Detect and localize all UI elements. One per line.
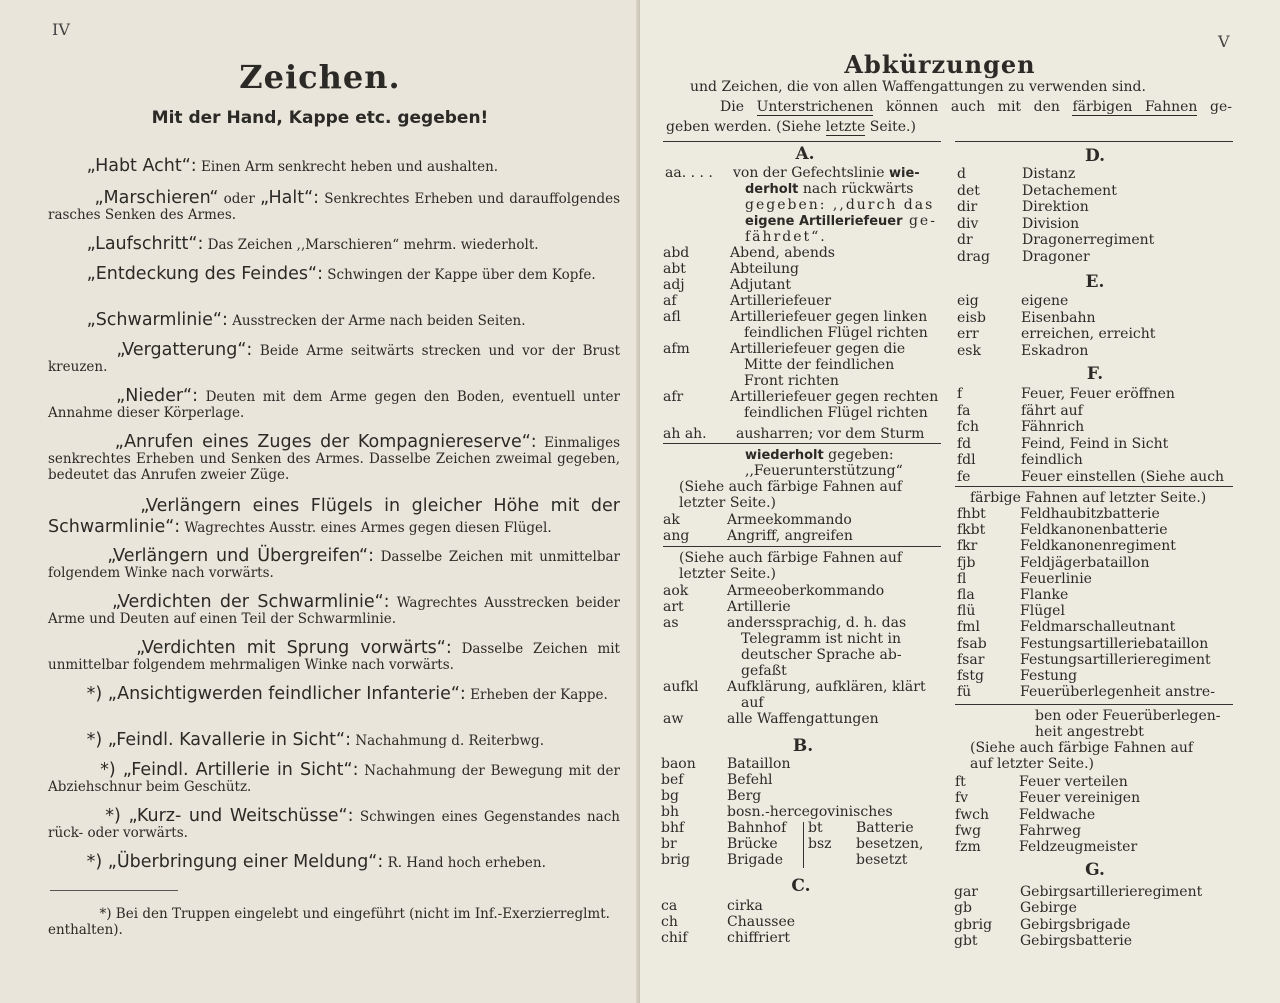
definition: Flügel xyxy=(1020,603,1065,619)
footnote-rule xyxy=(50,890,178,891)
definition: besetzt xyxy=(856,852,908,868)
signal-head: „Marschieren“ xyxy=(94,188,219,208)
signal-entry xyxy=(48,342,620,375)
rule xyxy=(955,486,1233,487)
abbr: bt xyxy=(808,820,823,836)
abbr: fsab xyxy=(957,636,987,652)
abbr: fsar xyxy=(957,652,985,668)
definition: Division xyxy=(1022,216,1080,232)
definition xyxy=(733,165,920,182)
page-title-zeichen: Zeichen. xyxy=(239,58,401,96)
abbr: bg xyxy=(661,788,679,804)
rule xyxy=(955,704,1233,705)
abbr: bef xyxy=(661,772,684,788)
definition: ausharren; vor dem Sturm xyxy=(736,426,925,442)
abbr: chif xyxy=(661,930,688,946)
signal-body: Senkrechtes Erheben und darauffolgendes rasches Senken des Armes. xyxy=(48,191,621,223)
definition: erreichen, erreicht xyxy=(1021,326,1156,342)
definition-text: ge- xyxy=(902,213,937,229)
abbr: fd xyxy=(957,436,972,452)
abbr: fzm xyxy=(955,839,981,855)
abbr: fdl xyxy=(957,452,976,468)
definition: chiffriert xyxy=(727,930,791,946)
abbr: det xyxy=(957,183,980,199)
abbr: fa xyxy=(957,403,971,419)
page-number-right: V xyxy=(1218,32,1230,51)
abbr: aa. . . . xyxy=(665,165,713,181)
definition: Gebirgsartillerieregiment xyxy=(1020,884,1203,900)
definition: Feuer, Feuer eröffnen xyxy=(1021,386,1175,402)
abbr: dr xyxy=(957,232,973,248)
definition xyxy=(745,447,894,464)
definition: Dragonerregiment xyxy=(1022,232,1155,248)
definition: Detachement xyxy=(1022,183,1117,199)
definition: Feldkanonenbatterie xyxy=(1020,522,1168,538)
signal-body: Deuten mit dem Arme gegen den Boden, eventuell unter Annahme dieser Körperlage. xyxy=(48,389,620,421)
definition: (Siehe auch färbige Fahnen auf xyxy=(970,740,1194,756)
signal-entry xyxy=(48,496,620,538)
intro-underlined: letzte xyxy=(825,119,866,135)
definition: Eskadron xyxy=(1021,343,1089,359)
definition: fährdet“. xyxy=(745,229,827,245)
definition: Festung xyxy=(1020,668,1078,684)
definition-text: nach rückwärts xyxy=(798,181,914,197)
abbr: fü xyxy=(957,684,972,700)
signal-body: Schwingen der Kappe über dem Kopfe. xyxy=(327,267,596,283)
signal-entry xyxy=(48,640,620,673)
abbr: f xyxy=(957,386,963,402)
signal-head: „Habt Acht“: xyxy=(86,156,197,176)
definition: feindlich xyxy=(1021,452,1083,468)
abbr: ch xyxy=(661,914,678,930)
abbr: afr xyxy=(663,389,684,405)
definition: Feldjägerbataillon xyxy=(1020,555,1150,571)
definition-bold: wie- xyxy=(888,166,920,181)
footnote xyxy=(48,906,620,938)
signal-head: *) „Feindl. Kavallerie in Sicht“: xyxy=(86,730,352,750)
signal-entry xyxy=(48,158,620,175)
signal-entry xyxy=(48,236,620,253)
signal-body: Beide Arme seitwärts strecken und vor der Brust kreuzen. xyxy=(48,343,620,375)
rule xyxy=(663,141,941,142)
signal-head: „Nieder“: xyxy=(116,386,198,406)
definition-bold: derholt xyxy=(745,182,799,197)
definition: Armeeoberkommando xyxy=(727,583,885,599)
letter-heading-f: F. xyxy=(1086,364,1104,384)
signal-head: „Verlängern und Übergreifen“: xyxy=(107,546,375,566)
definition: Fahrweg xyxy=(1019,823,1082,839)
signal-entry xyxy=(48,732,620,749)
signal-head: *) „Überbringung einer Meldung“: xyxy=(86,852,384,872)
abbr: fe xyxy=(957,469,971,485)
definition: Gebirge xyxy=(1020,900,1077,916)
definition: Abteilung xyxy=(730,261,799,277)
abbr: fml xyxy=(957,619,980,635)
intro-line-1: und Zeichen, die von allen Waffengattungen zu verwenden sind. xyxy=(690,79,1146,95)
signal-body: Wagrechtes Ausstr. eines Armes gegen diesen Flügel. xyxy=(184,520,552,536)
intro-underlined: färbigen Fahnen xyxy=(1072,99,1198,115)
definition: Flanke xyxy=(1020,587,1069,603)
definition: Angriff, angreifen xyxy=(727,528,853,544)
definition: Artilleriefeuer xyxy=(730,293,832,309)
definition xyxy=(745,181,913,198)
intro-text: Seite.) xyxy=(865,119,916,135)
abbr: gbt xyxy=(954,933,978,949)
definition: Artilleriefeuer gegen die xyxy=(730,341,906,357)
definition: auf xyxy=(741,695,764,711)
signal-head: „Verdichten der Schwarmlinie“: xyxy=(112,592,390,612)
definition: letzter Seite.) xyxy=(679,566,776,582)
abbr: aok xyxy=(663,583,689,599)
rule xyxy=(663,546,941,547)
definition: Feldhaubitzbatterie xyxy=(1020,506,1160,522)
abbr: abd xyxy=(663,245,690,261)
definition-text: gegeben: xyxy=(823,447,894,463)
signal-entry xyxy=(48,808,620,841)
abbr: esk xyxy=(957,343,981,359)
abbr: fstg xyxy=(957,668,984,684)
abbr: abt xyxy=(663,261,686,277)
definition: besetzen, xyxy=(856,836,924,852)
abbr: afl xyxy=(663,309,681,325)
abbr: bh xyxy=(661,804,679,820)
definition: färbige Fahnen auf letzter Seite.) xyxy=(970,490,1207,506)
definition: deutscher Sprache ab- xyxy=(741,647,902,663)
definition: Dragoner xyxy=(1022,249,1090,265)
definition: Feuer einstellen (Siehe auch xyxy=(1021,469,1225,485)
abbr: fv xyxy=(955,790,969,806)
abbr: ah ah. xyxy=(663,426,707,442)
definition: Front richten xyxy=(744,373,839,389)
page-subtitle: Mit der Hand, Kappe etc. gegeben! xyxy=(151,108,489,128)
abbr: fwg xyxy=(955,823,982,839)
letter-heading-c: C. xyxy=(791,876,811,896)
definition: Feuerlinie xyxy=(1020,571,1092,587)
signal-head: „Schwarmlinie“: xyxy=(86,310,228,330)
definition-bold: eigene Artilleriefeuer xyxy=(745,214,903,229)
abbr: fwch xyxy=(955,807,990,823)
signal-body: Ausstrecken der Arme nach beiden Seiten. xyxy=(232,313,526,329)
signal-entry xyxy=(48,548,620,581)
signal-head: „Vergatterung“: xyxy=(116,340,253,360)
page-number-left: IV xyxy=(52,20,70,39)
signal-body: Schwingen eines Gegenstandes nach rück- oder vorwärts. xyxy=(48,809,620,841)
abbr: aw xyxy=(663,711,684,727)
definition: bosn.-hercegovinisches xyxy=(727,804,893,820)
definition: Befehl xyxy=(727,772,773,788)
abbr: gb xyxy=(954,900,972,916)
signal-mid: oder xyxy=(223,191,255,207)
intro-text: ge- xyxy=(1197,99,1232,115)
abbr: eig xyxy=(957,293,979,309)
definition: Brücke xyxy=(727,836,778,852)
definition: alle Waffengattungen xyxy=(727,711,879,727)
signal-head: „Laufschritt“: xyxy=(86,234,204,254)
signal-body: Nachahmung d. Reiterbwg. xyxy=(355,733,544,749)
definition: Direktion xyxy=(1022,199,1089,215)
signal-head: *) „Kurz- und Weitschüsse“: xyxy=(105,806,354,826)
abbr: art xyxy=(663,599,684,615)
definition: Brigade xyxy=(727,852,784,868)
definition: Feldzeugmeister xyxy=(1019,839,1138,855)
abbr: div xyxy=(957,216,979,232)
definition: ben oder Feuerüberlegen- xyxy=(1035,708,1221,724)
abbr: aufkl xyxy=(663,679,699,695)
signal-body: Einen Arm senkrecht heben und aushalten. xyxy=(200,159,499,175)
definition: Artilleriefeuer gegen linken xyxy=(730,309,928,325)
definition: fährt auf xyxy=(1021,403,1083,419)
signal-head: „Entdeckung des Feindes“: xyxy=(86,264,323,284)
letter-heading-d: D. xyxy=(1084,146,1106,166)
definition: Chaussee xyxy=(727,914,796,930)
abbr: fhbt xyxy=(957,506,986,522)
abbr: afm xyxy=(663,341,690,357)
abbr: bhf xyxy=(661,820,685,836)
signal-entry xyxy=(48,312,620,329)
footnote-text: *) Bei den Truppen eingelebt und eingeführt (nicht im Inf.-Exerzierreglmt. enthalten). xyxy=(48,906,610,938)
definition: heit angestrebt xyxy=(1035,724,1144,740)
definition: Batterie xyxy=(856,820,914,836)
definition: Feuer vereinigen xyxy=(1019,790,1141,806)
abbr: ft xyxy=(955,774,966,790)
definition: Adjutant xyxy=(730,277,792,293)
intro-text: geben werden. (Siehe xyxy=(666,119,826,135)
signal-body: Das Zeichen ,,Marschieren“ mehrm. wiederholt. xyxy=(207,237,539,253)
abbr: fkbt xyxy=(957,522,986,538)
definition: letzter Seite.) xyxy=(679,495,776,511)
abbr: eisb xyxy=(957,310,986,326)
abbr: br xyxy=(661,836,677,852)
abbr: drag xyxy=(957,249,990,265)
abbr: fjb xyxy=(957,555,976,571)
signal-body: Einmaliges senkrechtes Erheben und Senken des Armes. Dasselbe Zeichen zweimal gegeben, bedeutet das Anrufen zweier Züge. xyxy=(48,435,621,483)
signal-head: „Verlängern eines Flügels in gleicher Höhe mit der Schwarmlinie“: xyxy=(48,496,621,537)
definition: Feuerüberlegenheit anstre- xyxy=(1020,684,1215,700)
abbr: d xyxy=(957,166,966,182)
signal-entry xyxy=(48,854,620,871)
abbr: as xyxy=(663,615,679,631)
signal-entry xyxy=(48,388,620,421)
signal-head: *) „Feindl. Artillerie in Sicht“: xyxy=(100,760,359,780)
page-title-abkuerzungen: Abkürzungen xyxy=(844,50,1036,79)
definition: Feuer verteilen xyxy=(1019,774,1128,790)
definition: ,,Feuerunterstützung“ xyxy=(745,463,903,479)
letter-heading-g: G. xyxy=(1085,860,1105,880)
abbr: ca xyxy=(661,898,678,914)
intro-underlined: Unterstrichenen xyxy=(756,99,874,115)
signal-entry xyxy=(48,594,620,627)
definition xyxy=(745,213,937,230)
definition: anderssprachig, d. h. das xyxy=(727,615,907,631)
definition: auf letzter Seite.) xyxy=(970,756,1094,772)
definition: Feldwache xyxy=(1019,807,1096,823)
definition: Eisenbahn xyxy=(1021,310,1096,326)
signal-entry xyxy=(48,434,620,483)
signal-body: Erheben der Kappe. xyxy=(470,687,608,703)
signal-entry xyxy=(48,190,620,223)
abbr: fkr xyxy=(957,538,978,554)
definition: Distanz xyxy=(1022,166,1076,182)
abbr: fch xyxy=(957,419,980,435)
signal-body: Nachahmung der Bewegung mit der Abziehschnur beim Geschütz. xyxy=(48,763,620,795)
signal-head: „Halt“: xyxy=(260,188,320,208)
abbr: dir xyxy=(957,199,978,215)
intro-text: Die xyxy=(720,99,757,115)
definition: cirka xyxy=(727,898,763,914)
definition: gefaßt xyxy=(741,663,787,679)
definition: Artilleriefeuer gegen rechten xyxy=(730,389,939,405)
definition: Bataillon xyxy=(727,756,791,772)
abbr: ang xyxy=(663,528,690,544)
definition-text: von der Gefechtslinie xyxy=(733,165,889,181)
signal-entry xyxy=(48,686,620,703)
signal-body: Wagrechtes Ausstrecken beider Arme und Deuten auf einen Teil der Schwarmlinie. xyxy=(48,595,620,627)
definition: Feldkanonenregiment xyxy=(1020,538,1176,554)
definition: feindlichen Flügel richten xyxy=(744,405,928,421)
letter-heading-a: A. xyxy=(795,144,815,164)
abbr: adj xyxy=(663,277,685,293)
letter-heading-e: E. xyxy=(1085,272,1105,292)
intro-line-3 xyxy=(666,118,916,137)
intro-text: können auch mit den xyxy=(873,99,1073,115)
abbr: ak xyxy=(663,512,680,528)
intro-line-2 xyxy=(720,98,1232,117)
abbr: err xyxy=(957,326,979,342)
definition: Abend, abends xyxy=(730,245,835,261)
abbr: af xyxy=(663,293,677,309)
signal-head: „Verdichten mit Sprung vorwärts“: xyxy=(136,638,452,658)
definition: (Siehe auch färbige Fahnen auf xyxy=(679,550,903,566)
abbr: baon xyxy=(661,756,696,772)
signal-head: „Anrufen eines Zuges der Kompagniereserve“: xyxy=(114,432,537,452)
rule xyxy=(663,443,941,444)
signal-entry xyxy=(48,762,620,795)
signal-body: Dasselbe Zeichen mit unmittelbar folgendem Winke nach vorwärts. xyxy=(48,549,620,581)
signal-head: *) „Ansichtigwerden feindlicher Infanterie“: xyxy=(86,684,466,704)
abbr: fla xyxy=(957,587,975,603)
definition: feindlichen Flügel richten xyxy=(744,325,928,341)
abbr: bsz xyxy=(808,836,832,852)
definition-bold: wiederholt xyxy=(745,448,824,463)
definition: Gebirgsbatterie xyxy=(1020,933,1133,949)
signal-body: Dasselbe Zeichen mit unmittelbar folgendem mehrmaligen Winke nach vorwärts. xyxy=(48,641,620,673)
definition: Telegramm ist nicht in xyxy=(741,631,901,647)
definition: Festungsartillerieregiment xyxy=(1020,652,1211,668)
column-divider xyxy=(803,822,804,868)
definition: Armeekommando xyxy=(727,512,852,528)
abbr: gbrig xyxy=(954,917,993,933)
signal-body: R. Hand hoch erheben. xyxy=(387,855,546,871)
definition: Fähnrich xyxy=(1021,419,1085,435)
abbr: brig xyxy=(661,852,691,868)
abbr: fl xyxy=(957,571,967,587)
abbr: flü xyxy=(957,603,976,619)
definition: Aufklärung, aufklären, klärt xyxy=(727,679,926,695)
definition: Mitte der feindlichen xyxy=(744,357,895,373)
definition: Festungsartilleriebataillon xyxy=(1020,636,1209,652)
definition: Gebirgsbrigade xyxy=(1020,917,1131,933)
definition: Berg xyxy=(727,788,762,804)
rule xyxy=(955,141,1233,142)
definition: eigene xyxy=(1021,293,1069,309)
definition: Artillerie xyxy=(727,599,791,615)
definition: (Siehe auch färbige Fahnen auf xyxy=(679,479,903,495)
abbr: gar xyxy=(954,884,979,900)
definition: Feind, Feind in Sicht xyxy=(1021,436,1169,452)
definition: gegeben: ,,durch das xyxy=(745,197,935,213)
signal-entry xyxy=(48,266,620,283)
letter-heading-b: B. xyxy=(792,736,814,756)
definition: Bahnhof xyxy=(727,820,787,836)
definition: Feldmarschalleutnant xyxy=(1020,619,1176,635)
